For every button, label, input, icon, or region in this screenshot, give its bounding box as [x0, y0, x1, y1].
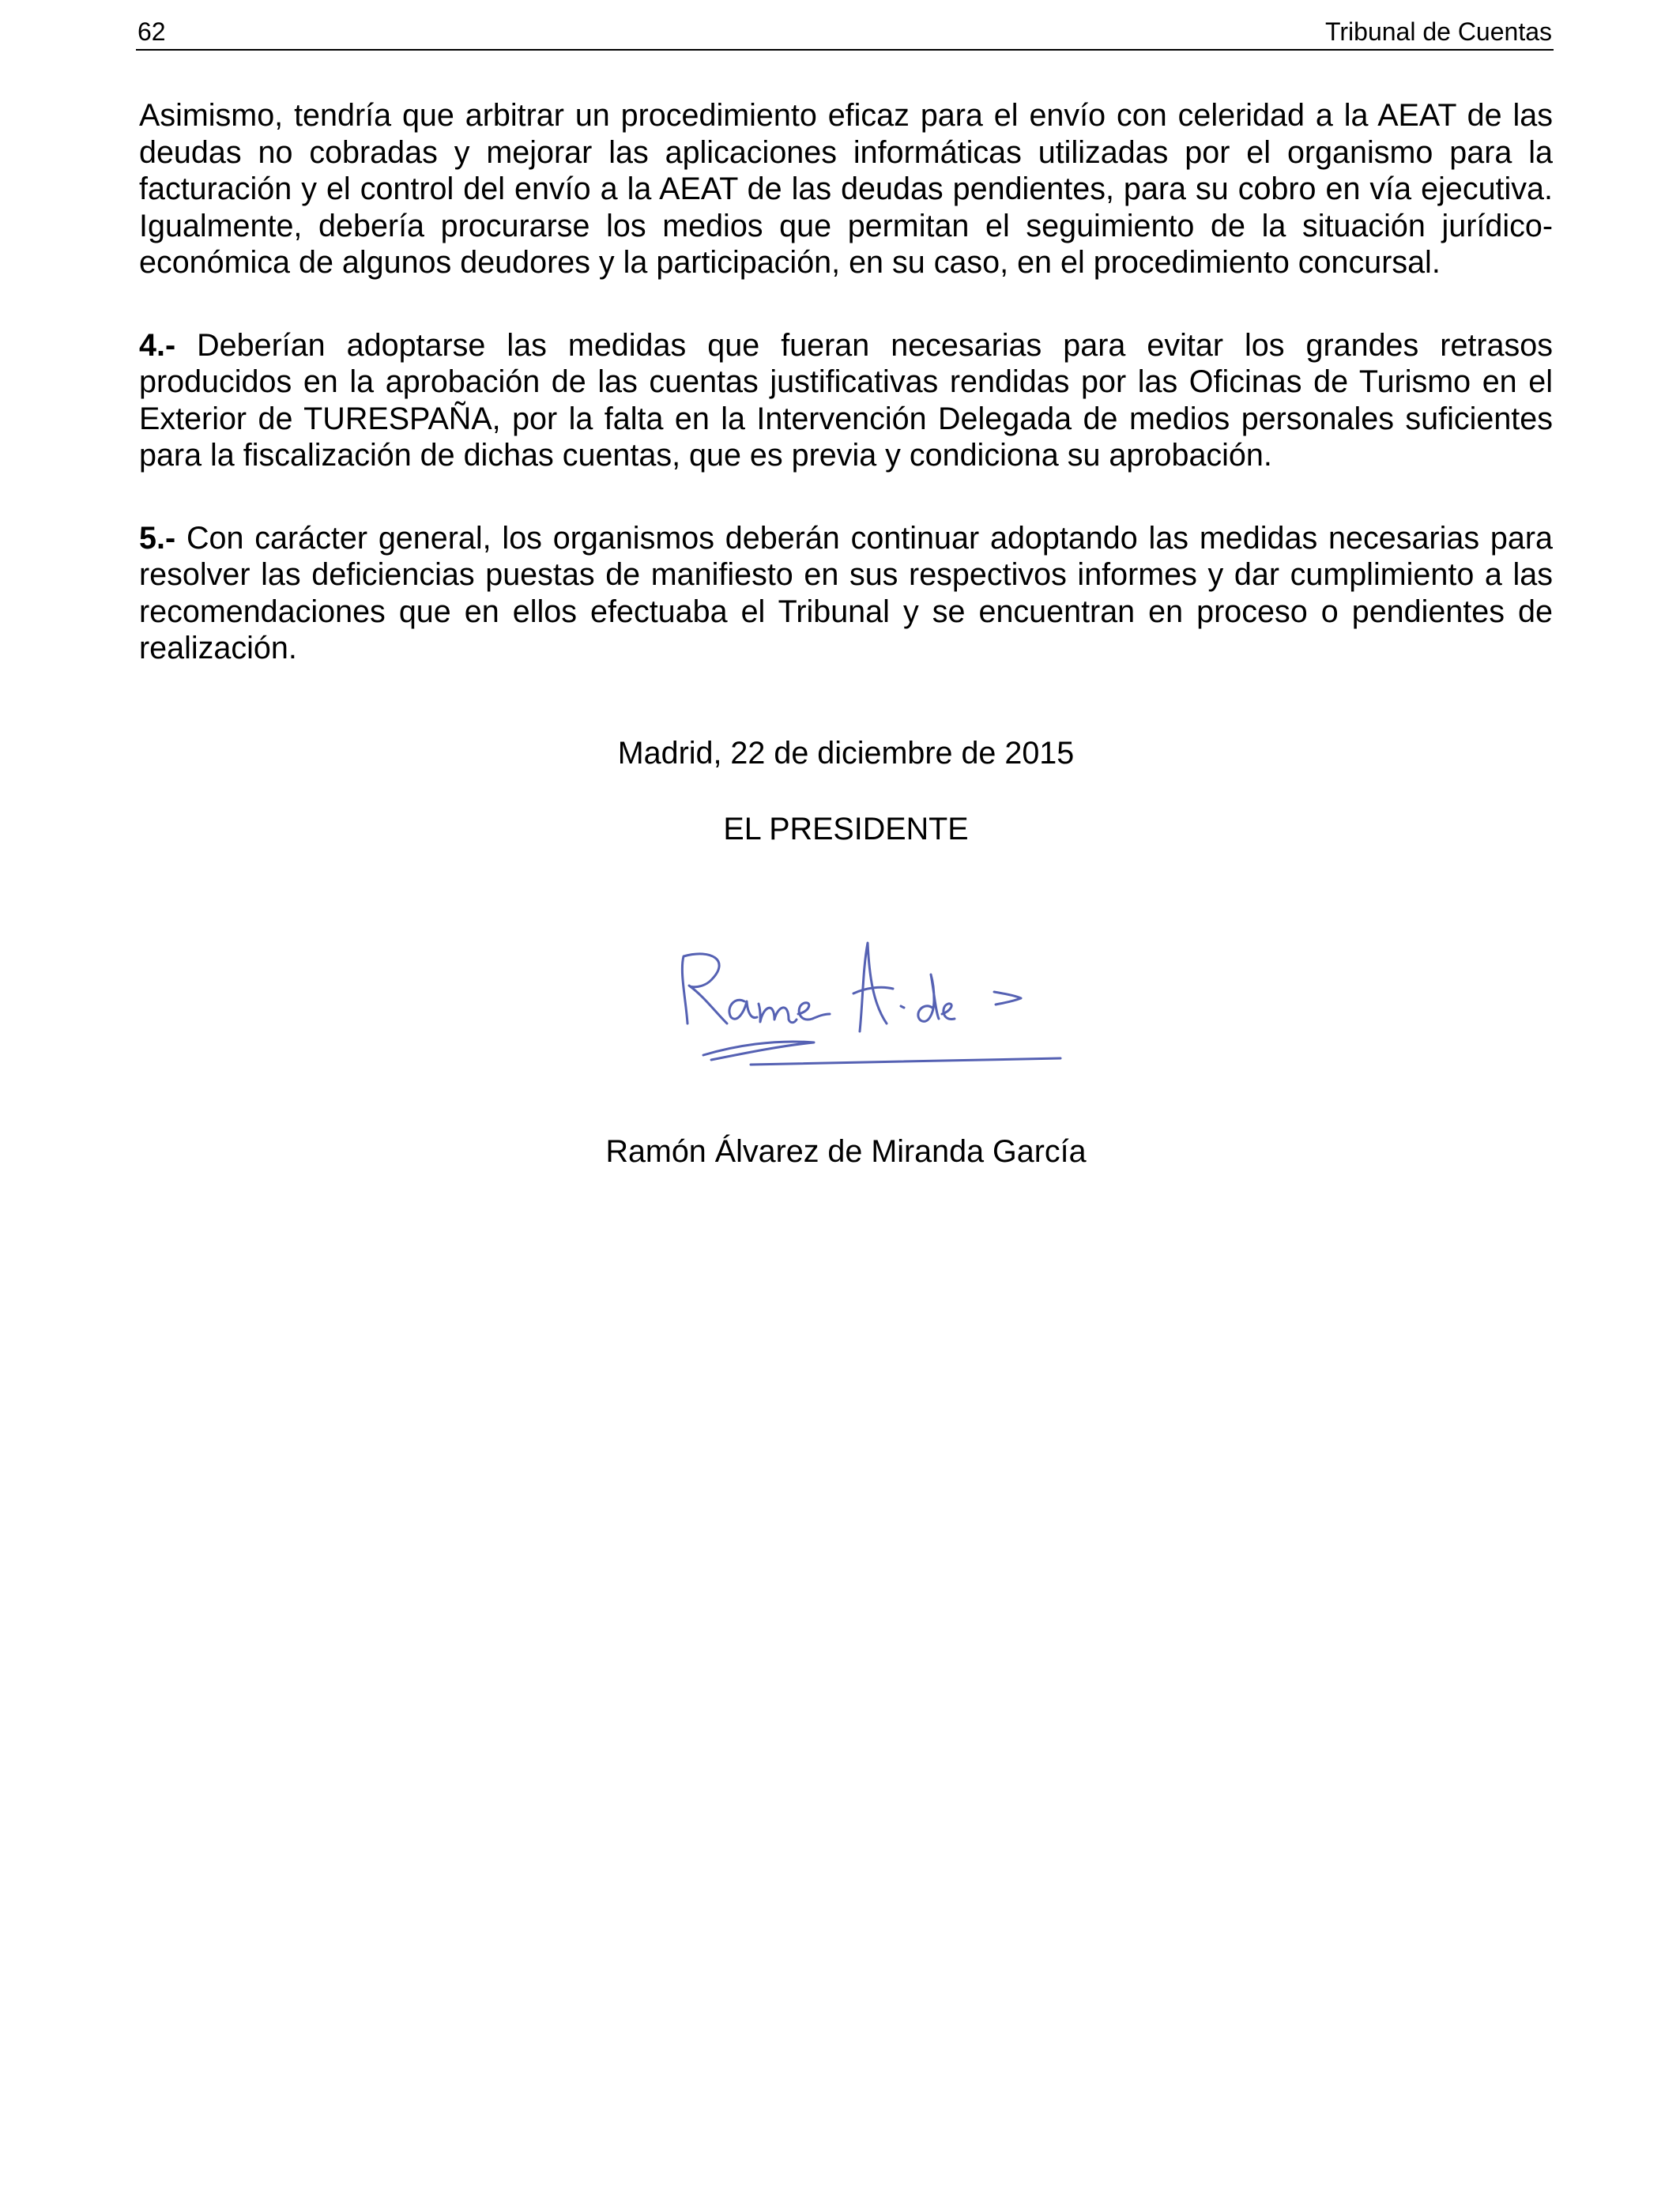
recommendation-5-number: 5.-: [139, 520, 176, 556]
signatory-name: Ramón Álvarez de Miranda García: [605, 1134, 1087, 1169]
body-text: [139, 97, 1553, 713]
recommendation-5-text: Con carácter general, los organismos deberán continuar adoptando las medidas necesarias para resolver las deficiencias puestas de manifiesto en sus respectivos informes y dar cumplimiento a las recomendaciones que en ellos efectuaba el Tribunal y se encuentran en proceso o pendientes de realización.: [139, 520, 1553, 665]
signature-graphic: [656, 913, 1067, 1087]
recommendation-4-text: Deberían adoptarse las medidas que fueran necesarias para evitar los grandes retrasos producidos en la aprobación de las cuentas justificativas rendidas por las Oficinas de Turismo en el Exterior de TURESPAÑA, por la falta en la Intervención Delegada de medios personales suficientes para la fiscalización de dichas cuentas, que es previa y condiciona su aprobación.: [139, 327, 1553, 473]
recommendation-4: [139, 327, 1553, 474]
signature-icon: [656, 913, 1067, 1087]
recommendation-4-number: 4.-: [139, 327, 176, 363]
page-number: 62: [137, 17, 166, 46]
paragraph-asimismo: Asimismo, tendría que arbitrar un procedimiento eficaz para el envío con celeridad a la AEAT de las deudas no cobradas y mejorar las aplicaciones informáticas utilizadas por el organismo para la facturación y el control del envío a la AEAT de las deudas pendientes, para su cobro en vía ejecutiva. Igualmente, debería procurarse los medios que permitan el seguimiento de la situación jurídico-económica de algunos deudores y la participación, en su caso, en el procedimiento concursal.: [139, 98, 1553, 280]
header-title: Tribunal de Cuentas: [1325, 17, 1552, 46]
place-date: Madrid, 22 de diciembre de 2015: [617, 736, 1075, 771]
recommendation-5: [139, 520, 1553, 667]
signatory-role: EL PRESIDENTE: [723, 812, 969, 846]
page-header: [136, 14, 1554, 51]
